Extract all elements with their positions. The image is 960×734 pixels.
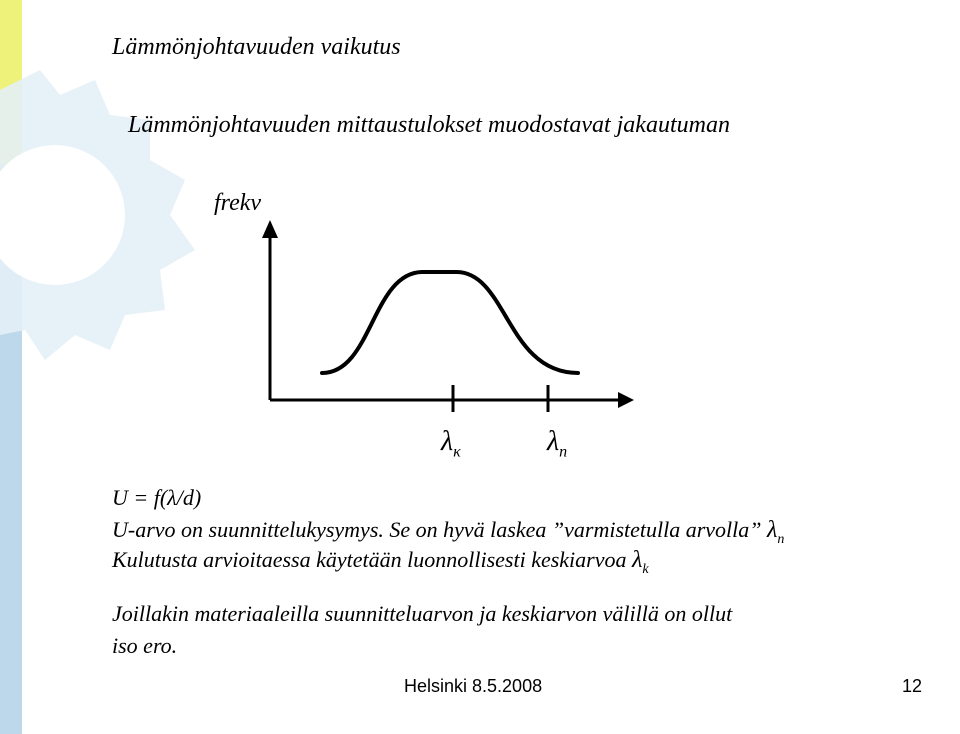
distribution-curve xyxy=(322,272,578,373)
page-number: 12 xyxy=(902,676,923,696)
lambda-k-symbol: λ xyxy=(632,547,643,573)
marker-n-label xyxy=(547,426,567,462)
formula-line: U = f(λ/d) xyxy=(112,485,202,510)
marker-k-symbol: λ xyxy=(441,426,454,457)
marker-k-label xyxy=(441,426,461,462)
lambda-n-subscript: n xyxy=(777,532,785,547)
slide-title: Lämmönjohtavuuden vaikutus xyxy=(112,34,401,60)
body-line-3-text: Kulutusta arvioitaessa käytetään luonnollisesti keskiarvoa xyxy=(112,547,627,572)
slide-subtitle: Lämmönjohtavuuden mittaustulokset muodostavat jakautuman xyxy=(128,112,730,138)
body-line-5: iso ero. xyxy=(112,633,178,658)
lambda-n-symbol: λ xyxy=(767,517,778,543)
y-axis-label: frekv xyxy=(214,190,262,216)
body-line-4: Joillakin materiaaleilla suunnitteluarvon ja keskiarvon välillä on ollut xyxy=(112,601,733,626)
marker-n-symbol: λ xyxy=(547,426,560,457)
x-axis-arrow xyxy=(618,392,634,408)
footer-date: Helsinki 8.5.2008 xyxy=(404,676,543,696)
y-axis-arrow xyxy=(262,220,278,238)
marker-k-subscript: κ xyxy=(453,443,461,461)
lambda-k-subscript: k xyxy=(642,562,649,577)
body-line-2-text: U-arvo on suunnittelukysymys. Se on hyvä laskea ”varmistetulla arvolla” xyxy=(112,517,762,542)
marker-n-subscript: n xyxy=(559,443,568,461)
body-line-3 xyxy=(112,546,649,584)
